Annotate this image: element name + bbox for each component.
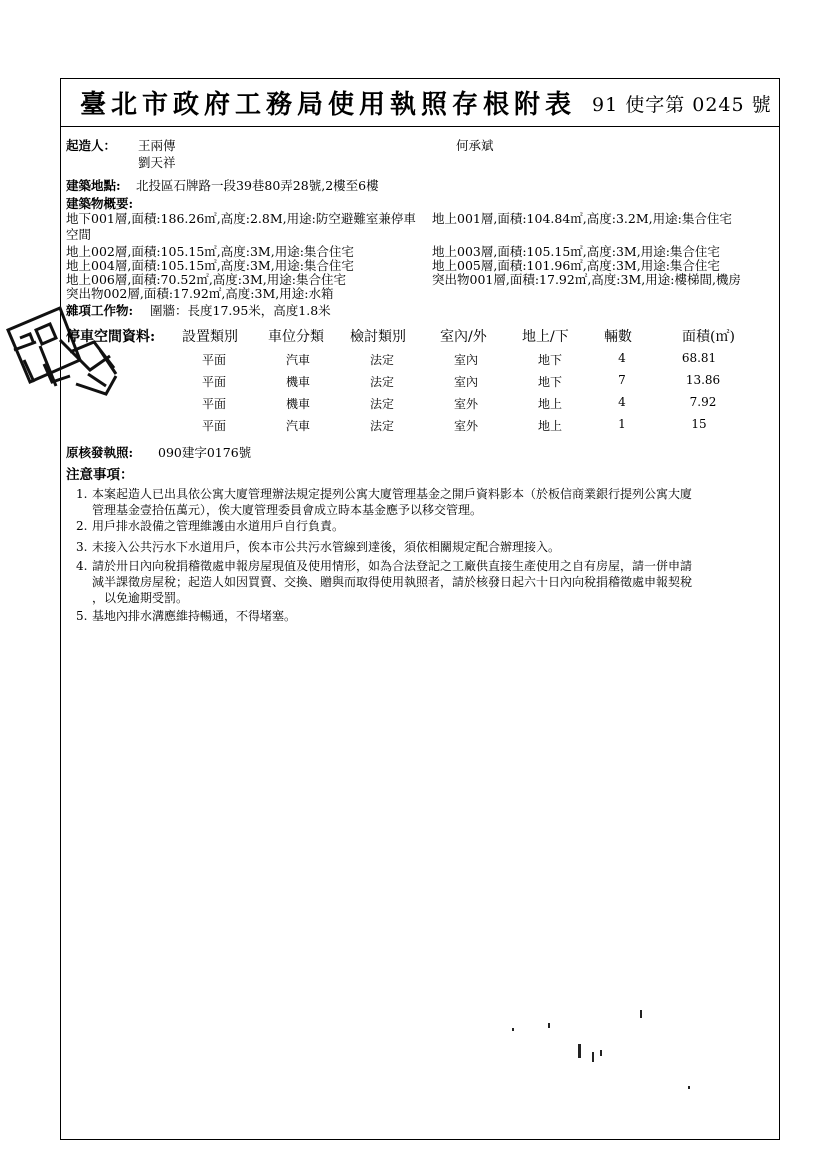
parking-header: 室內/外 <box>440 329 487 345</box>
parking-header: 車位分類 <box>268 329 324 345</box>
parking-label: 停車空間資料: <box>66 329 156 345</box>
summary-line: 地上002層,面積:105.15㎡,高度:3M,用途:集合住宅 <box>66 244 354 259</box>
parking-header: 地上/下 <box>522 329 569 345</box>
parking-cell: 68.81 <box>681 351 717 365</box>
note-text <box>92 558 792 606</box>
parking-cell: 7.92 <box>689 395 717 409</box>
summary-line: 地上005層,面積:101.96㎡,高度:3M,用途:集合住宅 <box>432 258 720 273</box>
parking-cell: 汽車 <box>285 353 311 367</box>
parking-cell: 法定 <box>369 419 395 433</box>
builder-name: 劉天祥 <box>138 155 176 170</box>
note-line: 本案起造人已出具依公寓大廈管理辦法規定提列公寓大廈管理基金之開戶資料影本（於板信商業銀行提列公寓大廈 <box>92 487 693 501</box>
builder-name: 王兩傳 <box>138 138 176 153</box>
notes-label: 注意事項： <box>66 467 134 483</box>
parking-cell: 法定 <box>369 397 395 411</box>
note-line: 未接入公共污水下水道用戶，俟本市公共污水管線到達後，須依相關規定配合辦理接入。 <box>92 540 561 554</box>
parking-cell: 平面 <box>201 353 227 367</box>
summary-line: 地下001層,面積:186.26㎡,高度:2.8M,用途:防空避難室兼停車 <box>66 211 416 226</box>
parking-cell: 室內 <box>453 375 479 389</box>
parking-cell: 1 <box>618 417 626 431</box>
parking-cell: 機車 <box>285 397 311 411</box>
note-number: 2. <box>76 519 88 533</box>
note-text <box>92 539 792 555</box>
parking-header: 檢討類別 <box>350 329 406 345</box>
parking-cell: 室內 <box>453 353 479 367</box>
note-number: 5. <box>76 609 88 623</box>
site-label: 建築地點: <box>66 178 121 193</box>
note-text <box>92 608 792 624</box>
parking-header: 設置類別 <box>182 329 238 345</box>
note-line: 請於卅日內向稅捐稽徵處申報房屋現值及使用情形，如為合法登記之工廠供直接生產使用之自有房屋，請一併申請 <box>92 559 693 573</box>
note-number: 3. <box>76 540 88 554</box>
note-line: ，以免逾期受罰。 <box>92 591 189 605</box>
summary-line: 空間 <box>66 227 92 242</box>
parking-cell: 汽車 <box>285 419 311 433</box>
parking-header: 輛數 <box>604 329 632 345</box>
permit-label: 原核發執照: <box>66 445 134 460</box>
summary-line: 地上003層,面積:105.15㎡,高度:3M,用途:集合住宅 <box>432 244 720 259</box>
builder-name: 何承斌 <box>456 138 494 153</box>
builder-label: 起造人： <box>66 138 117 153</box>
summary-line: 地上001層,面積:104.84㎡,高度:3.2M,用途:集合住宅 <box>432 211 732 226</box>
parking-cell: 4 <box>618 395 626 409</box>
summary-label: 建築物概要: <box>66 196 134 211</box>
parking-cell: 地下 <box>537 375 563 389</box>
note-text <box>92 518 792 534</box>
parking-cell: 地上 <box>537 397 563 411</box>
summary-line: 地上004層,面積:105.15㎡,高度:3M,用途:集合住宅 <box>66 258 354 273</box>
parking-cell: 機車 <box>285 375 311 389</box>
permit-value: 090建字0176號 <box>158 445 252 460</box>
note-line: 管理基金壹拾伍萬元），俟大廈管理委員會成立時本基金應予以移交管理。 <box>92 503 483 517</box>
document-title: 臺北市政府工務局使用執照存根附表 <box>80 90 577 120</box>
summary-line: 地上006層,面積:70.52㎡,高度:3M,用途:集合住宅 <box>66 272 346 287</box>
parking-cell: 地上 <box>537 419 563 433</box>
parking-cell: 15 <box>691 417 707 431</box>
header-divider <box>60 126 780 127</box>
parking-cell: 4 <box>618 351 626 365</box>
note-line: 用戶排水設備之管理維護由水道用戶自行負責。 <box>92 519 345 533</box>
parking-cell: 平面 <box>201 397 227 411</box>
parking-cell: 法定 <box>369 353 395 367</box>
note-number: 4. <box>76 559 88 573</box>
note-line: 減半課徵房屋稅；起造人如因買賣、交換、贈與而取得使用執照者，請於核發日起六十日內向稅捐稽徵處申報契稅 <box>92 575 693 589</box>
note-text <box>92 486 792 518</box>
parking-cell: 室外 <box>453 419 479 433</box>
parking-cell: 平面 <box>201 419 227 433</box>
parking-cell: 13.86 <box>685 373 721 387</box>
parking-cell: 7 <box>618 373 626 387</box>
parking-cell: 地下 <box>537 353 563 367</box>
site-address: 北投區石牌路一段39巷80弄28號,2樓至6樓 <box>136 178 379 193</box>
misc-value: 圍牆：長度17.95米，高度1.8米 <box>150 303 331 318</box>
note-number: 1. <box>76 487 88 501</box>
parking-cell: 平面 <box>201 375 227 389</box>
parking-cell: 室外 <box>453 397 479 411</box>
license-number: 91 使字第 0245 號 <box>592 94 772 116</box>
parking-cell: 法定 <box>369 375 395 389</box>
summary-line: 突出物002層,面積:17.92㎡,高度:3M,用途:水箱 <box>66 286 334 301</box>
summary-line: 突出物001層,面積:17.92㎡,高度:3M,用途:樓梯間,機房 <box>432 272 741 287</box>
parking-header: 面積(㎡) <box>682 329 735 345</box>
misc-label: 雜項工作物: <box>66 303 134 318</box>
note-line: 基地內排水溝應維持暢通，不得堵塞。 <box>92 609 297 623</box>
